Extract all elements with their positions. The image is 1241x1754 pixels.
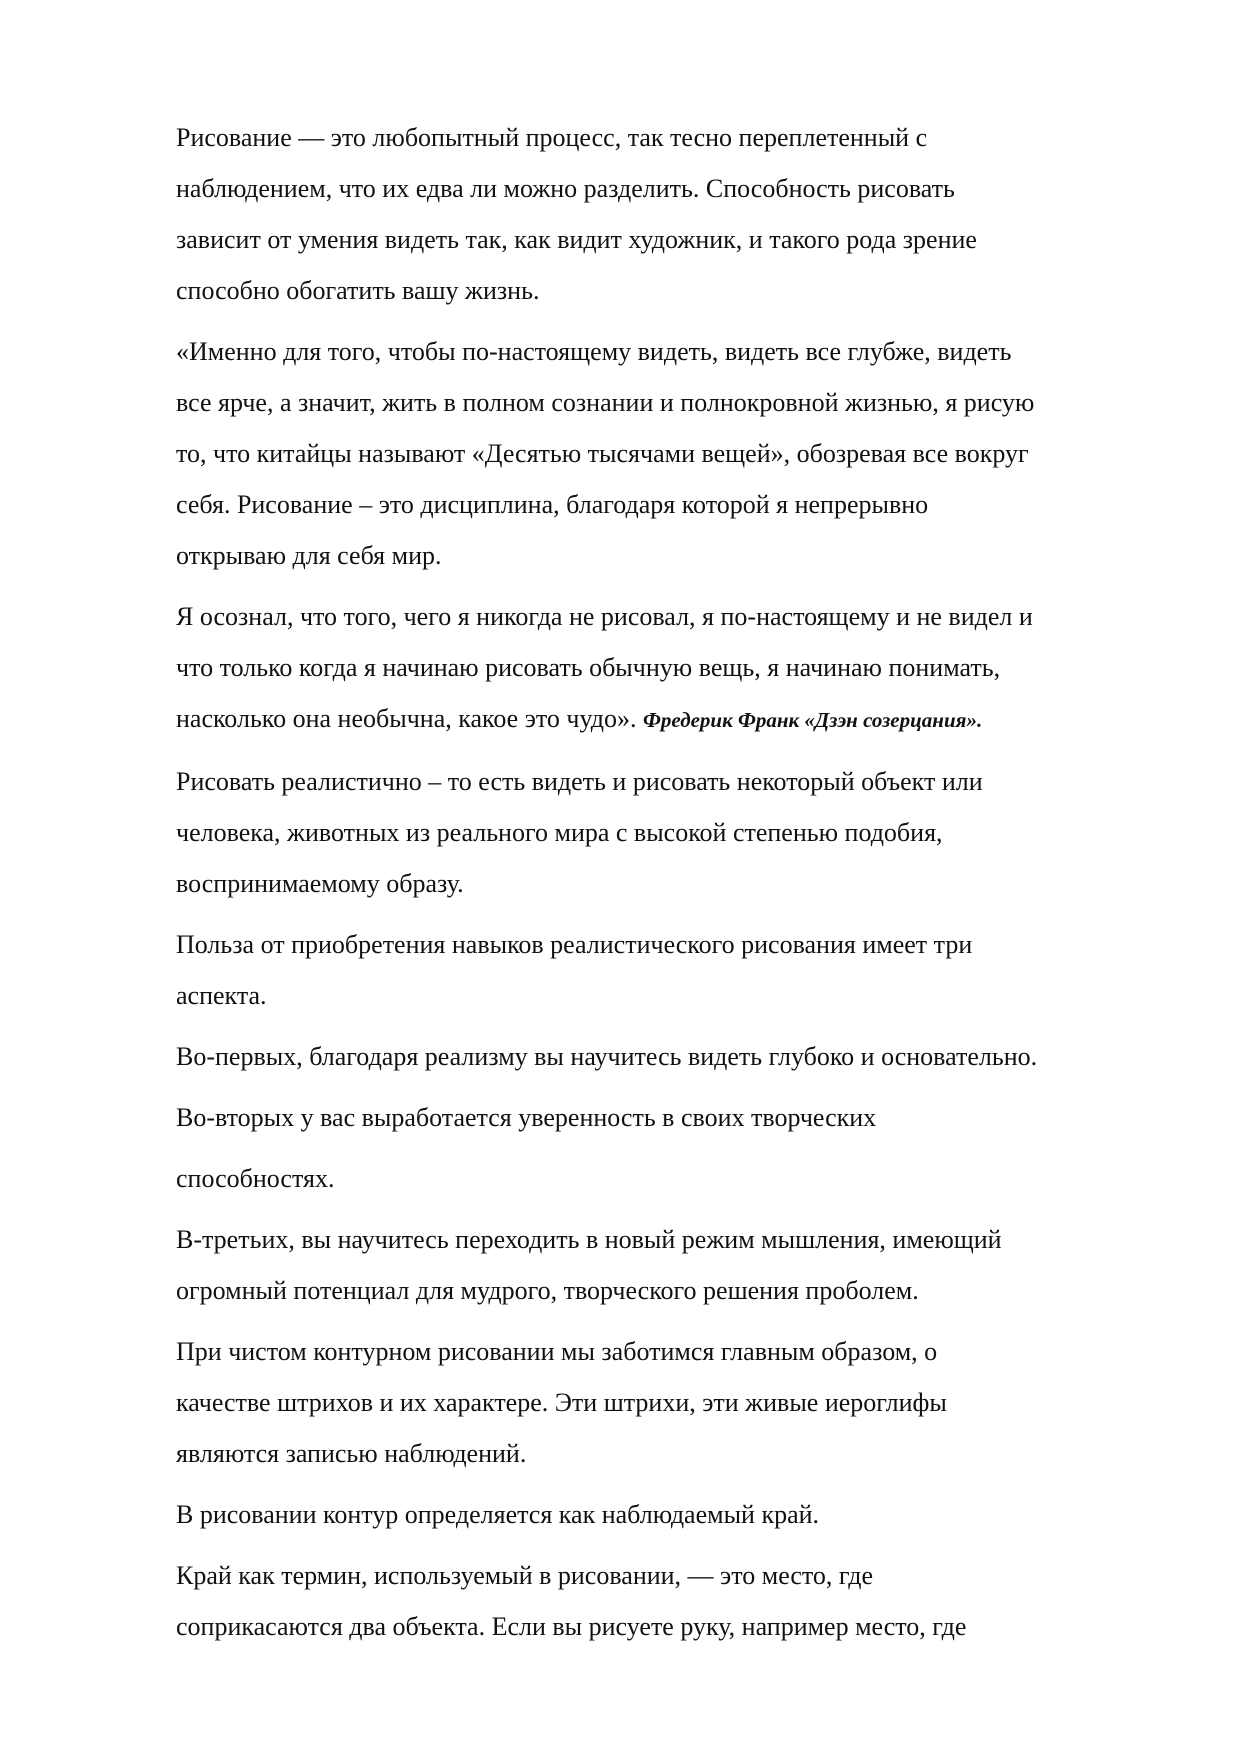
- paragraph-11: [176, 1489, 1176, 1540]
- text-line: наблюдением, что их едва ли можно разделить. Способность рисовать: [176, 174, 955, 203]
- text-line: то, что китайцы называют «Десятью тысячами вещей», обозревая все вокруг: [176, 439, 1029, 468]
- text-line: воспринимаемому образу.: [176, 869, 464, 898]
- paragraph-10: [176, 1326, 1176, 1479]
- text-line: Во-первых, благодаря реализму вы научитесь видеть глубоко и основательно.: [176, 1042, 1038, 1071]
- paragraph-1: [176, 112, 1176, 316]
- text-line: Польза от приобретения навыков реалистического рисования имеет три: [176, 930, 973, 959]
- text-line: зависит от умения видеть так, как видит художник, и такого рода зрение: [176, 225, 977, 254]
- text-line: В-третьих, вы научитесь переходить в новый режим мышления, имеющий: [176, 1225, 1002, 1254]
- text-line: все ярче, а значит, жить в полном сознании и полнокровной жизнью, я рисую: [176, 388, 1035, 417]
- text-line: Рисовать реалистично – то есть видеть и рисовать некоторый объект или: [176, 767, 983, 796]
- text-line: соприкасаются два объекта. Если вы рисуете руку, например место, где: [176, 1612, 967, 1641]
- text-line: Край как термин, используемый в рисовании, — это место, где: [176, 1561, 874, 1590]
- text-line: При чистом контурном рисовании мы заботимся главным образом, о: [176, 1337, 938, 1366]
- paragraph-2-quote: [176, 326, 1176, 581]
- paragraph-3-quote: [176, 591, 1176, 746]
- quote-citation: Фредерик Франк «Дзэн созерцания».: [643, 708, 983, 732]
- text-line: качестве штрихов и их характере. Эти штрихи, эти живые иероглифы: [176, 1388, 947, 1417]
- text-line: Рисование — это любопытный процесс, так тесно переплетенный с: [176, 123, 928, 152]
- text-line: являются записью наблюдений.: [176, 1439, 527, 1468]
- text-line: себя. Рисование – это дисциплина, благодаря которой я непрерывно: [176, 490, 929, 519]
- text-segment: насколько она необычна, какое это чудо».: [176, 704, 644, 733]
- paragraph-4: [176, 756, 1176, 909]
- text-line: В рисовании контур определяется как наблюдаемый край.: [176, 1500, 820, 1529]
- paragraph-8: [176, 1153, 1176, 1204]
- text-line: огромный потенциал для мудрого, творческого решения проболем.: [176, 1276, 919, 1305]
- text-line: Во-вторых у вас выработается уверенность в своих творческих: [176, 1103, 877, 1132]
- text-line: «Именно для того, чтобы по-настоящему видеть, видеть все глубже, видеть: [176, 337, 1012, 366]
- text-line: Я осознал, что того, чего я никогда не рисовал, я по-настоящему и не видел и: [176, 602, 1033, 631]
- text-line: способно обогатить вашу жизнь.: [176, 276, 540, 305]
- text-line: способностях.: [176, 1164, 335, 1193]
- paragraph-6: [176, 1031, 1176, 1082]
- text-line: аспекта.: [176, 981, 267, 1010]
- text-line: что только когда я начинаю рисовать обычную вещь, я начинаю понимать,: [176, 653, 1001, 682]
- paragraph-5: [176, 919, 1176, 1021]
- document-body: [176, 112, 1176, 1662]
- text-line: открываю для себя мир.: [176, 541, 442, 570]
- text-line-with-citation: [176, 693, 1176, 746]
- text-line: человека, животных из реального мира с высокой степенью подобия,: [176, 818, 943, 847]
- paragraph-7: [176, 1092, 1176, 1143]
- paragraph-12: [176, 1550, 1176, 1652]
- paragraph-9: [176, 1214, 1176, 1316]
